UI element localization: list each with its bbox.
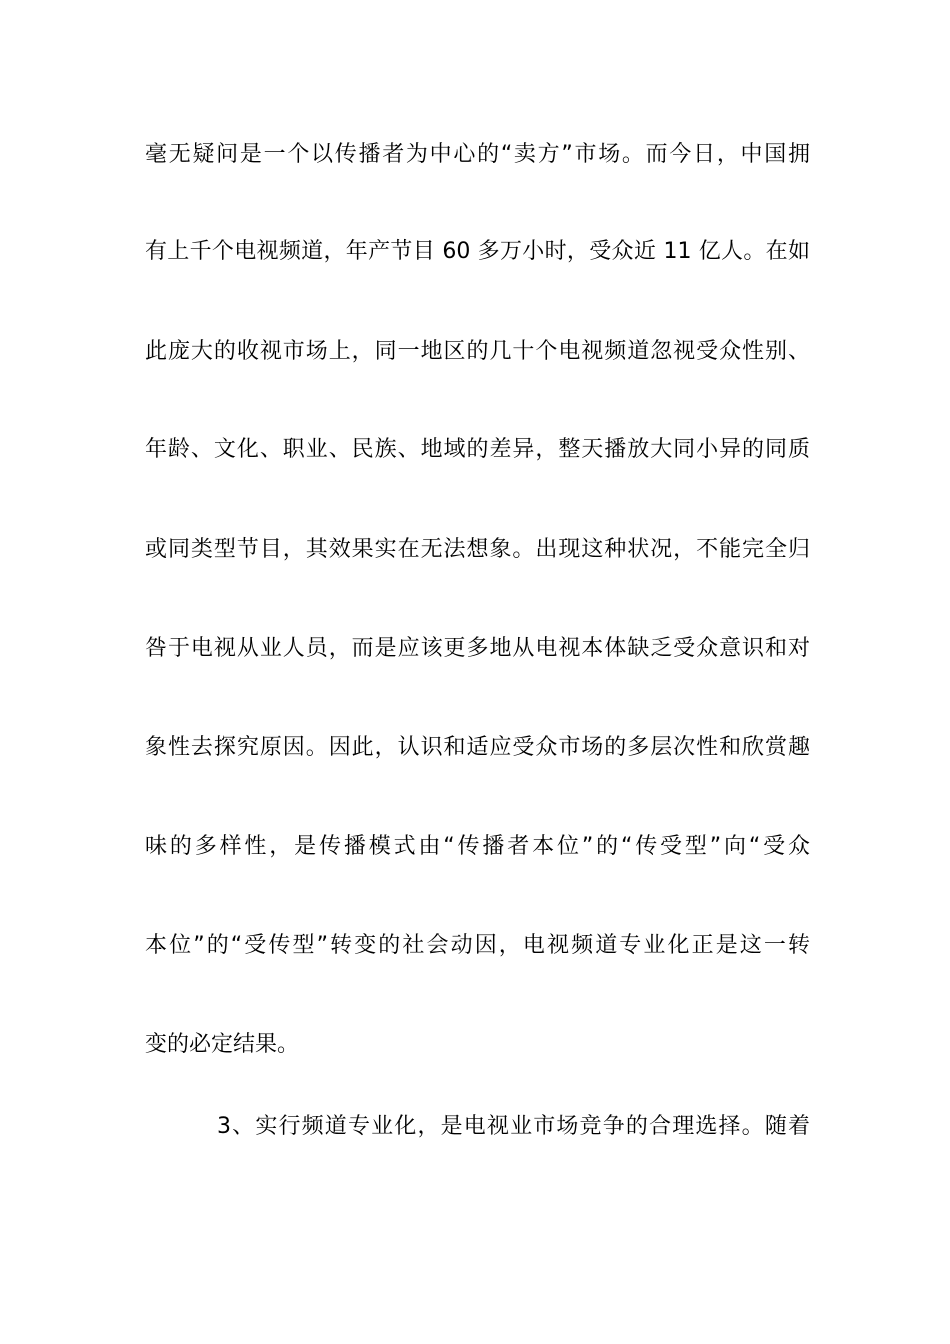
paragraph-heading-line: 3、实行频道专业化，是电视业市场竞争的合理选择。随着 bbox=[217, 1114, 810, 1139]
text-line-5: 或同类型节目，其效果实在无法想象。出现这种状况，不能完全归 bbox=[145, 537, 810, 562]
text-line-1: 毫无疑问是一个以传播者为中心的“卖方”市场。而今日，中国拥 bbox=[145, 142, 810, 167]
text-line-4: 年龄、文化、职业、民族、地域的差异，整天播放大同小异的同质 bbox=[145, 437, 810, 462]
text-line-2: 有上千个电视频道，年产节目 60 多万小时，受众近 11 亿人。在如 bbox=[145, 239, 810, 264]
text-line-6: 咎于电视从业人员，而是应该更多地从电视本体缺乏受众意识和对 bbox=[145, 636, 810, 661]
text-line-7: 象性去探究原因。因此，认识和适应受众市场的多层次性和欣赏趣 bbox=[145, 735, 810, 760]
text-line-3: 此庞大的收视市场上，同一地区的几十个电视频道忽视受众性别、 bbox=[145, 339, 810, 364]
text-line-9: 本位”的“受传型”转变的社会动因，电视频道专业化正是这一转 bbox=[145, 933, 810, 958]
text-line-8: 味的多样性，是传播模式由“传播者本位”的“传受型”向“受众 bbox=[145, 834, 810, 859]
text-line-10: 变的必定结果。 bbox=[145, 1032, 300, 1057]
